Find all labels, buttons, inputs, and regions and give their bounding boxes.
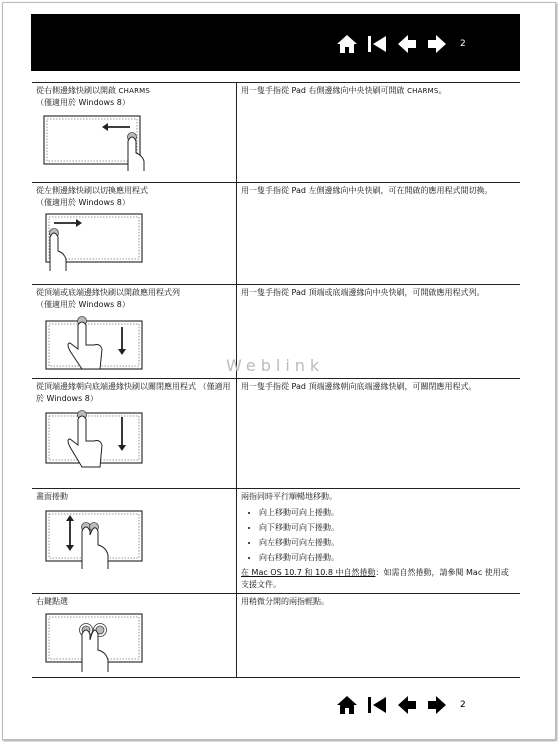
scroll-direction-list	[241, 505, 516, 565]
page-number: 2	[460, 39, 466, 49]
table-row	[32, 489, 520, 594]
natural-scroll-note: 在 Mac OS 10.7 和 10.8 中自然捲動：如需自然捲動，請參閱 Mac 使用或支援文件。	[241, 568, 509, 589]
list-item: • 向下移動可向下捲動。	[259, 520, 516, 535]
page-number: 2	[460, 700, 466, 710]
table-row	[32, 183, 520, 285]
two-finger-right-click-gesture-icon	[42, 610, 146, 672]
gesture-description: 用稍微分開的兩指輕點。	[237, 594, 521, 678]
list-item: • 向上移動可向上捲動。	[259, 505, 516, 520]
home-icon[interactable]	[332, 693, 362, 717]
natural-scroll-link[interactable]: 在 Mac OS 10.7 和 10.8 中自然捲動	[241, 568, 376, 577]
gesture-name: 畫面捲動	[36, 492, 68, 501]
gesture-name: 從右側邊緣快刷以開啟 CHARMS （僅適用於 Windows 8）	[36, 86, 151, 107]
first-page-icon[interactable]	[362, 32, 392, 56]
gesture-description: 用一隻手指從 Pad 左側邊緣向中央快刷，可在開啟的應用程式間切換。	[237, 183, 521, 285]
table-row	[32, 379, 520, 489]
swipe-from-left-gesture-icon	[42, 211, 146, 271]
gesture-description: 用一隻手指從 Pad 頂端邊緣朝向底端邊緣快刷，可關閉應用程式。	[237, 379, 521, 489]
previous-page-icon[interactable]	[392, 32, 422, 56]
watermark: Weblink	[226, 356, 325, 375]
swipe-from-top-or-bottom-gesture-icon	[42, 313, 146, 373]
gesture-name: 從頂端邊緣朝向底端邊緣快刷以關閉應用程式 （僅適用於 Windows 8）	[36, 382, 231, 403]
next-page-icon[interactable]	[422, 32, 452, 56]
gesture-name: 從左側邊緣快刷以切換應用程式 （僅適用於 Windows 8）	[36, 186, 148, 207]
gesture-name: 從頂端或底端邊緣快刷以開啟應用程式列 （僅適用於 Windows 8）	[36, 288, 180, 309]
table-row	[32, 594, 520, 678]
swipe-from-right-gesture-icon	[42, 111, 146, 171]
previous-page-icon[interactable]	[392, 693, 422, 717]
table-row: 從右側邊緣快刷以開啟 CHARMS （僅適用於 Windows 8） 用一隻手指從 Pad 右側邊緣向中央快刷可開啟 CHARMS。	[32, 83, 520, 183]
two-finger-scroll-gesture-icon	[42, 505, 146, 569]
gesture-description: 用一隻手指從 Pad 右側邊緣向中央快刷可開啟	[241, 86, 408, 95]
list-item: • 向右移動可向右捲動。	[259, 550, 516, 565]
gesture-name: 右鍵點選	[36, 597, 68, 606]
swipe-top-to-bottom-gesture-icon	[42, 407, 146, 471]
gesture-table	[32, 82, 520, 678]
first-page-icon[interactable]	[362, 693, 392, 717]
next-page-icon[interactable]	[422, 693, 452, 717]
top-navigation	[332, 32, 466, 56]
gesture-description: 用一隻手指從 Pad 頂端或底端邊緣向中央快刷，可開啟應用程式列。	[237, 285, 521, 379]
home-icon[interactable]	[332, 32, 362, 56]
bottom-navigation	[332, 693, 466, 717]
list-item: • 向左移動可向左捲動。	[259, 535, 516, 550]
gesture-description: 兩指同時平行順暢地移動。	[241, 492, 337, 501]
